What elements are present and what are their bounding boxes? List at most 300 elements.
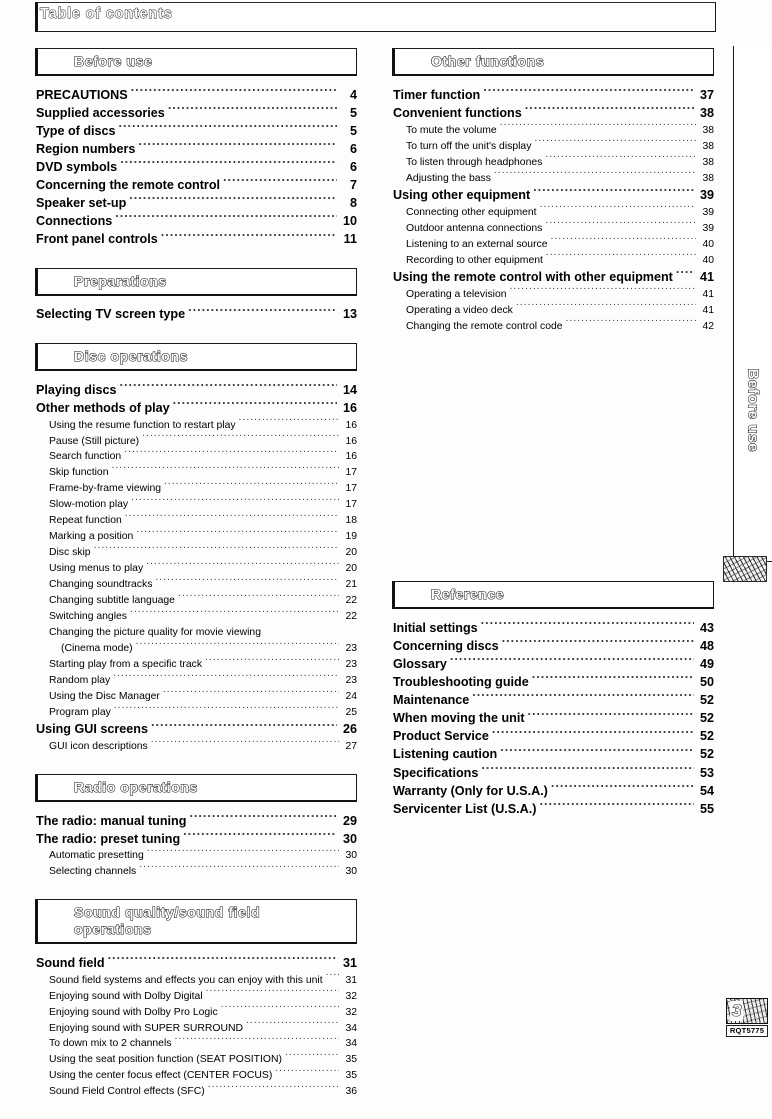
toc-entry-label: Type of discs — [36, 123, 116, 138]
toc-entry-selecting-tv-screen-type[interactable] — [35, 306, 357, 324]
toc-entry-page-number: 23 — [345, 659, 357, 671]
toc-entry-label: Random play — [49, 675, 111, 687]
toc-entry-label: Product Service — [393, 729, 489, 744]
toc-section-sound-quality-sound-field-operations — [35, 899, 357, 1100]
toc-leader-dots — [129, 195, 337, 208]
toc-entry-using-the-seat-position-function-seat-position[interactable] — [35, 1052, 357, 1068]
toc-entry-page-number: 30 — [345, 866, 357, 878]
toc-entry-sound-field[interactable] — [35, 954, 357, 972]
toc-entry-operating-a-television[interactable] — [392, 286, 714, 302]
toc-entry-using-other-equipment[interactable] — [392, 186, 714, 204]
toc-leader-dots — [138, 140, 337, 153]
toc-entry-page-number: 23 — [345, 675, 357, 687]
toc-entry-page-number: 6 — [349, 141, 357, 156]
toc-entry-warranty-only-for-u-s-a[interactable] — [392, 782, 714, 800]
toc-entry-to-turn-off-the-unit-s-display[interactable] — [392, 138, 714, 154]
toc-section-preparations — [35, 268, 357, 324]
toc-entry-label: Glossary — [393, 656, 447, 671]
toc-leader-dots — [566, 318, 696, 328]
toc-leader-dots — [551, 236, 696, 246]
toc-entry-label: Enjoying sound with SUPER SURROUND — [49, 1022, 244, 1034]
toc-leader-dots — [450, 655, 694, 668]
toc-leader-dots — [119, 122, 337, 135]
toc-entry-label: Supplied accessories — [36, 105, 165, 120]
toc-entry-label: Sound field — [36, 955, 105, 970]
toc-entry-label: Marking a position — [49, 531, 134, 543]
toc-entry-cinema-mode[interactable] — [35, 641, 357, 657]
page-title: Table of contents — [40, 6, 173, 22]
toc-section-before-use — [35, 48, 357, 249]
toc-entry-page-number: 39 — [699, 187, 714, 202]
toc-entry-connecting-other-equipment[interactable] — [392, 204, 714, 220]
toc-entry-label: Speaker set-up — [36, 196, 127, 211]
toc-entry-maintenance[interactable] — [392, 692, 714, 710]
toc-leader-dots — [131, 497, 339, 507]
toc-entry-skip-function[interactable] — [35, 465, 357, 481]
toc-entry-label: Slow-motion play — [49, 499, 129, 511]
toc-entry-slow-motion-play[interactable] — [35, 497, 357, 513]
toc-entry-product-service[interactable] — [392, 728, 714, 746]
toc-entry-label: Specifications — [393, 765, 479, 780]
toc-leader-dots — [528, 710, 694, 723]
toc-leader-dots — [131, 86, 337, 99]
toc-entry-page-number: 52 — [699, 747, 714, 762]
toc-entry-page-number: 30 — [342, 831, 357, 846]
section-header-box[interactable] — [35, 268, 357, 296]
toc-leader-dots — [481, 764, 694, 777]
toc-leader-dots — [546, 252, 696, 262]
toc-entry-label: To listen through headphones — [406, 156, 543, 168]
toc-entry-switching-angles[interactable] — [35, 609, 357, 625]
toc-leader-dots — [114, 705, 339, 715]
toc-leader-dots — [120, 381, 338, 394]
toc-entry-concerning-discs[interactable] — [392, 637, 714, 655]
toc-leader-dots — [500, 122, 696, 132]
section-header-label: Other functions — [431, 53, 545, 69]
toc-entry-label: When moving the unit — [393, 711, 525, 726]
toc-entry-page-number: 13 — [342, 307, 357, 322]
toc-entry-using-the-remote-control-with-other-equipment[interactable] — [392, 268, 714, 286]
toc-entry-page-number: 16 — [345, 435, 357, 447]
toc-entry-label: Sound Field Control effects (SFC) — [49, 1086, 205, 1098]
toc-entry-front-panel-controls[interactable] — [35, 231, 357, 249]
toc-entry-page-number: 16 — [342, 400, 357, 415]
toc-entry-disc-skip[interactable] — [35, 545, 357, 561]
toc-leader-dots — [285, 1052, 339, 1062]
toc-leader-dots — [151, 739, 339, 749]
toc-leader-dots — [189, 812, 337, 825]
toc-entry-label: Pause (Still picture) — [49, 435, 140, 447]
toc-entry-to-down-mix-to-2-channels[interactable] — [35, 1036, 357, 1052]
toc-entry-label: Region numbers — [36, 141, 136, 156]
toc-leader-dots — [125, 513, 339, 523]
toc-entry-label: Concerning discs — [393, 638, 499, 653]
toc-entry-selecting-channels[interactable] — [35, 864, 357, 880]
toc-entry-using-the-center-focus-effect-center-focus[interactable] — [35, 1068, 357, 1084]
toc-entry-page-number: 5 — [349, 123, 357, 138]
toc-entry-label: Operating a television — [406, 288, 507, 300]
toc-entry-page-number: 43 — [699, 620, 714, 635]
toc-leader-dots — [510, 286, 696, 296]
toc-entry-page-number: 4 — [349, 87, 357, 102]
toc-entry-page-number: 34 — [345, 1038, 357, 1050]
toc-leader-dots — [206, 988, 339, 998]
toc-entry-recording-to-other-equipment[interactable] — [392, 252, 714, 268]
toc-entry-list — [392, 619, 714, 818]
toc-entry-marking-a-position[interactable] — [35, 529, 357, 545]
section-header-box[interactable] — [392, 581, 714, 609]
toc-entry-page-number: 32 — [345, 1006, 357, 1018]
toc-entry-using-the-disc-manager[interactable] — [35, 689, 357, 705]
toc-entry-label: Listening caution — [393, 747, 498, 762]
toc-section-radio-operations — [35, 774, 357, 880]
toc-entry-page-number: 6 — [349, 159, 357, 174]
toc-entry-page-number: 36 — [345, 1086, 357, 1098]
toc-entry-label: Disc skip — [49, 547, 91, 559]
toc-entry-label: PRECAUTIONS — [36, 87, 128, 102]
toc-entry-list — [35, 306, 357, 324]
toc-entry-to-listen-through-headphones[interactable] — [392, 154, 714, 170]
toc-entry-label: Concerning the remote control — [36, 178, 221, 193]
toc-entry-page-number: 39 — [702, 206, 714, 218]
toc-entry-repeat-function[interactable] — [35, 513, 357, 529]
toc-leader-dots — [516, 302, 696, 312]
toc-leader-dots — [545, 220, 696, 230]
margin-tab-label — [745, 369, 762, 405]
toc-entry-label: Other methods of play — [36, 400, 170, 415]
toc-entry-page-number: 27 — [345, 741, 357, 753]
toc-entry-sound-field-systems-and-effects-you-can-enjoy-with-this-unit[interactable] — [35, 972, 357, 988]
toc-entry-dvd-symbols[interactable] — [35, 158, 357, 176]
toc-entry-page-number: 17 — [345, 483, 357, 495]
toc-entry-label: Selecting TV screen type — [36, 307, 186, 322]
toc-entry-label: Automatic presetting — [49, 850, 144, 862]
toc-entry-page-number: 20 — [345, 563, 357, 575]
toc-entry-label: Using the center focus effect (CENTER FOCUS) — [49, 1070, 273, 1082]
toc-entry-page-number: 49 — [699, 656, 714, 671]
toc-leader-dots — [94, 545, 339, 555]
toc-leader-dots — [115, 213, 337, 226]
toc-entry-page-number: 19 — [345, 531, 357, 543]
toc-entry-outdoor-antenna-connections[interactable] — [392, 220, 714, 236]
toc-leader-dots — [492, 728, 694, 741]
toc-entry-troubleshooting-guide[interactable] — [392, 673, 714, 691]
toc-entry-region-numbers[interactable] — [35, 140, 357, 158]
toc-entry-label: Enjoying sound with Dolby Pro Logic — [49, 1006, 218, 1018]
toc-leader-dots — [551, 782, 694, 795]
toc-entry-glossary[interactable] — [392, 655, 714, 673]
toc-leader-dots — [221, 1004, 339, 1014]
toc-entry-label: Connecting other equipment — [406, 206, 537, 218]
toc-leader-dots — [124, 449, 339, 459]
toc-entry-label: Program play — [49, 707, 111, 719]
toc-entry-label: The radio: manual tuning — [36, 813, 187, 828]
toc-entry-other-methods-of-play[interactable] — [35, 399, 357, 417]
toc-entry-label: The radio: preset tuning — [36, 831, 181, 846]
toc-entry-list — [35, 812, 357, 880]
toc-leader-dots — [208, 1084, 339, 1094]
toc-entry-the-radio-manual-tuning[interactable] — [35, 812, 357, 830]
section-header-label: Preparations — [74, 272, 167, 289]
toc-entry-page-number: 30 — [345, 850, 357, 862]
toc-entry-label: Troubleshooting guide — [393, 675, 529, 690]
toc-entry-page-number: 24 — [345, 691, 357, 703]
toc-entry-page-number: 21 — [345, 579, 357, 591]
toc-entry-starting-play-from-a-specific-track[interactable] — [35, 657, 357, 673]
toc-entry-page-number: 17 — [345, 499, 357, 511]
section-header-box[interactable] — [35, 48, 357, 76]
toc-entry-page-number: 34 — [345, 1022, 357, 1034]
toc-leader-dots — [539, 800, 694, 813]
toc-left-column — [35, 48, 357, 1119]
toc-entry-listening-to-an-external-source[interactable] — [392, 236, 714, 252]
toc-entry-page-number: 39 — [702, 222, 714, 234]
toc-leader-dots — [151, 721, 337, 734]
toc-entry-page-number: 41 — [702, 288, 714, 300]
toc-entry-changing-subtitle-language[interactable] — [35, 593, 357, 609]
toc-entry-using-the-resume-function-to-restart-play[interactable] — [35, 417, 357, 433]
toc-entry-frame-by-frame-viewing[interactable] — [35, 481, 357, 497]
toc-entry-page-number: 16 — [345, 419, 357, 431]
toc-entry-label: Front panel controls — [36, 232, 158, 247]
toc-entry-page-number: 53 — [699, 765, 714, 780]
toc-leader-dots — [120, 158, 337, 171]
toc-entry-label: Repeat function — [49, 515, 122, 527]
toc-entry-servicenter-list-u-s-a[interactable] — [392, 800, 714, 818]
toc-entry-label: Using other equipment — [393, 187, 531, 202]
toc-entry-label: Convenient functions — [393, 105, 522, 120]
toc-entry-page-number: 40 — [702, 254, 714, 266]
toc-leader-dots — [136, 529, 339, 539]
toc-entry-label: To turn off the unit's display — [406, 140, 532, 152]
toc-entry-using-gui-screens[interactable] — [35, 721, 357, 739]
toc-entry-list — [392, 86, 714, 334]
toc-entry-label: To down mix to 2 channels — [49, 1038, 172, 1050]
toc-entry-list — [35, 381, 357, 755]
toc-entry-initial-settings[interactable] — [392, 619, 714, 637]
toc-leader-dots — [163, 689, 339, 699]
toc-entry-concerning-the-remote-control[interactable] — [35, 176, 357, 194]
document-code: RQT5775 — [726, 1025, 768, 1037]
toc-entry-enjoying-sound-with-dolby-pro-logic[interactable] — [35, 1004, 357, 1020]
toc-entry-when-moving-the-unit[interactable] — [392, 710, 714, 728]
toc-entry-search-function[interactable] — [35, 449, 357, 465]
toc-entry-label: Warranty (Only for U.S.A.) — [393, 783, 548, 798]
toc-entry-label: To mute the volume — [406, 124, 497, 136]
toc-entry-page-number: 40 — [702, 238, 714, 250]
toc-entry-page-number: 7 — [349, 178, 357, 193]
toc-entry-type-of-discs[interactable] — [35, 122, 357, 140]
toc-entry-label: Connections — [36, 214, 113, 229]
toc-entry-label: Sound field systems and effects you can enjoy with this unit — [49, 974, 323, 986]
toc-entry-convenient-functions[interactable] — [392, 104, 714, 122]
toc-entry-precautions[interactable] — [35, 86, 357, 104]
toc-entry-enjoying-sound-with-dolby-digital[interactable] — [35, 988, 357, 1004]
toc-entry-label: Starting play from a specific track — [49, 659, 203, 671]
toc-entry-page-number: 48 — [699, 638, 714, 653]
toc-entry-label: Recording to other equipment — [406, 254, 543, 266]
toc-entry-program-play[interactable] — [35, 705, 357, 721]
toc-section-other-functions — [392, 48, 714, 334]
toc-entry-label: GUI icon descriptions — [49, 741, 148, 753]
toc-leader-dots — [155, 577, 339, 587]
toc-entry-changing-the-remote-control-code[interactable] — [392, 318, 714, 334]
toc-entry-page-number: 22 — [345, 611, 357, 623]
toc-leader-dots — [502, 637, 694, 650]
toc-entry-label: Changing the picture quality for movie viewing — [49, 627, 261, 639]
toc-entry-page-number: 31 — [345, 974, 357, 986]
toc-entry-speaker-set-up[interactable] — [35, 195, 357, 213]
toc-entry-label: Using the remote control with other equipment — [393, 269, 673, 284]
page-number: 3 — [732, 1001, 742, 1020]
toc-entry-label: Operating a video deck — [406, 304, 513, 316]
toc-entry-page-number: 52 — [699, 729, 714, 744]
toc-entry-connections[interactable] — [35, 213, 357, 231]
toc-entry-changing-soundtracks[interactable] — [35, 577, 357, 593]
toc-leader-dots — [147, 848, 339, 858]
toc-entry-page-number: 35 — [345, 1070, 357, 1082]
toc-entry-to-mute-the-volume[interactable] — [392, 122, 714, 138]
toc-entry-label: Adjusting the bass — [406, 172, 491, 184]
toc-entry-label: DVD symbols — [36, 159, 118, 174]
toc-entry-operating-a-video-deck[interactable] — [392, 302, 714, 318]
toc-leader-dots — [113, 673, 339, 683]
margin-artifact-icon — [723, 556, 767, 582]
toc-entry-label: Servicenter List (U.S.A.) — [393, 801, 537, 816]
toc-entry-page-number: 38 — [702, 140, 714, 152]
toc-leader-dots — [533, 186, 694, 199]
toc-entry-using-menus-to-play[interactable] — [35, 561, 357, 577]
toc-entry-random-play[interactable] — [35, 673, 357, 689]
toc-leader-dots — [108, 954, 337, 967]
toc-entry-page-number: 16 — [345, 451, 357, 463]
toc-entry-timer-function[interactable] — [392, 86, 714, 104]
toc-leader-dots — [161, 231, 337, 244]
toc-entry-page-number: 20 — [345, 547, 357, 559]
toc-entry-label: Changing the remote control code — [406, 320, 563, 332]
toc-leader-dots — [494, 170, 696, 180]
section-header-box[interactable] — [35, 343, 357, 371]
toc-entry-enjoying-sound-with-super-surround[interactable] — [35, 1020, 357, 1036]
section-header-label: Reference — [431, 586, 505, 603]
toc-entry-page-number: 41 — [702, 304, 714, 316]
toc-leader-dots — [164, 481, 339, 491]
toc-leader-dots — [223, 176, 337, 189]
toc-entry-label: Listening to an external source — [406, 238, 548, 250]
toc-entry-gui-icon-descriptions[interactable] — [35, 739, 357, 755]
toc-right-column — [392, 48, 714, 837]
toc-entry-label: Search function — [49, 451, 122, 463]
toc-entry-label: Using the resume function to restart play — [49, 419, 236, 431]
toc-leader-dots — [275, 1068, 339, 1078]
toc-entry-page-number: 10 — [342, 214, 357, 229]
toc-leader-dots — [142, 433, 339, 443]
toc-entry-page-number: 8 — [349, 196, 357, 211]
toc-entry-the-radio-preset-tuning[interactable] — [35, 830, 357, 848]
section-header-box[interactable] — [35, 774, 357, 802]
toc-leader-dots — [326, 972, 339, 982]
toc-entry-label: (Cinema mode) — [61, 643, 133, 655]
toc-entry-label: Using the Disc Manager — [49, 691, 160, 703]
toc-entry-page-number: 31 — [342, 955, 357, 970]
toc-leader-dots — [136, 641, 339, 651]
toc-entry-page-number: 18 — [345, 515, 357, 527]
toc-entry-page-number: 11 — [343, 232, 357, 247]
toc-entry-label: Switching angles — [49, 611, 127, 623]
toc-entry-page-number: 35 — [345, 1054, 357, 1066]
toc-section-reference — [392, 581, 714, 818]
margin-tab — [733, 46, 772, 562]
toc-leader-dots — [183, 830, 337, 843]
toc-entry-page-number: 25 — [345, 707, 357, 719]
toc-entry-page-number: 50 — [699, 675, 714, 690]
toc-leader-dots — [676, 268, 694, 281]
toc-entry-page-number: 5 — [349, 105, 357, 120]
toc-entry-label: Changing subtitle language — [49, 595, 175, 607]
toc-leader-dots — [500, 746, 694, 759]
toc-leader-dots — [146, 561, 339, 571]
toc-entry-label: Selecting channels — [49, 866, 137, 878]
toc-entry-supplied-accessories[interactable] — [35, 104, 357, 122]
toc-leader-dots — [246, 1020, 339, 1030]
toc-entry-listening-caution[interactable] — [392, 746, 714, 764]
section-header-label: Sound quality/sound field operations — [74, 904, 261, 938]
toc-entry-page-number: 41 — [699, 269, 714, 284]
toc-entry-page-number: 55 — [699, 801, 714, 816]
toc-entry-page-number: 38 — [702, 124, 714, 136]
section-header-box[interactable] — [392, 48, 714, 76]
toc-entry-label: Using the seat position function (SEAT POSITION) — [49, 1054, 282, 1066]
toc-leader-dots — [540, 204, 696, 214]
section-header-label: Disc operations — [74, 347, 189, 364]
section-header-box[interactable] — [35, 899, 357, 944]
toc-entry-label: Initial settings — [393, 620, 478, 635]
page-number-box — [726, 998, 768, 1024]
toc-entry-automatic-presetting[interactable] — [35, 848, 357, 864]
toc-entry-adjusting-the-bass[interactable] — [392, 170, 714, 186]
toc-leader-dots — [130, 609, 339, 619]
toc-leader-dots — [168, 104, 337, 117]
toc-leader-dots — [525, 104, 694, 117]
toc-entry-label: Skip function — [49, 467, 109, 479]
toc-leader-dots — [239, 417, 339, 427]
toc-entry-playing-discs[interactable] — [35, 381, 357, 399]
toc-entry-page-number: 42 — [702, 320, 714, 332]
toc-entry-label: Enjoying sound with Dolby Digital — [49, 990, 203, 1002]
toc-entry-page-number: 37 — [699, 87, 714, 102]
toc-leader-dots — [534, 138, 696, 148]
toc-leader-dots — [174, 1036, 339, 1046]
toc-leader-dots — [173, 399, 337, 412]
toc-entry-label: Frame-by-frame viewing — [49, 483, 162, 495]
toc-entry-label: Changing soundtracks — [49, 579, 153, 591]
toc-entry-pause-still-picture[interactable] — [35, 433, 357, 449]
section-header-label: Radio operations — [74, 778, 198, 795]
toc-entry-sound-field-control-effects-sfc[interactable] — [35, 1084, 357, 1100]
toc-entry-page-number: 38 — [699, 105, 714, 120]
toc-entry-changing-the-picture-quality-for-movie-viewing[interactable] — [35, 625, 357, 641]
toc-entry-page-number: 22 — [345, 595, 357, 607]
toc-entry-page-number: 38 — [702, 156, 714, 168]
toc-leader-dots — [481, 619, 694, 632]
toc-entry-specifications[interactable] — [392, 764, 714, 782]
toc-entry-page-number: 38 — [702, 172, 714, 184]
toc-leader-dots — [139, 864, 339, 874]
toc-leader-dots — [545, 154, 696, 164]
toc-leader-dots — [112, 465, 340, 475]
toc-leader-dots — [178, 593, 339, 603]
toc-entry-page-number: 52 — [699, 693, 714, 708]
